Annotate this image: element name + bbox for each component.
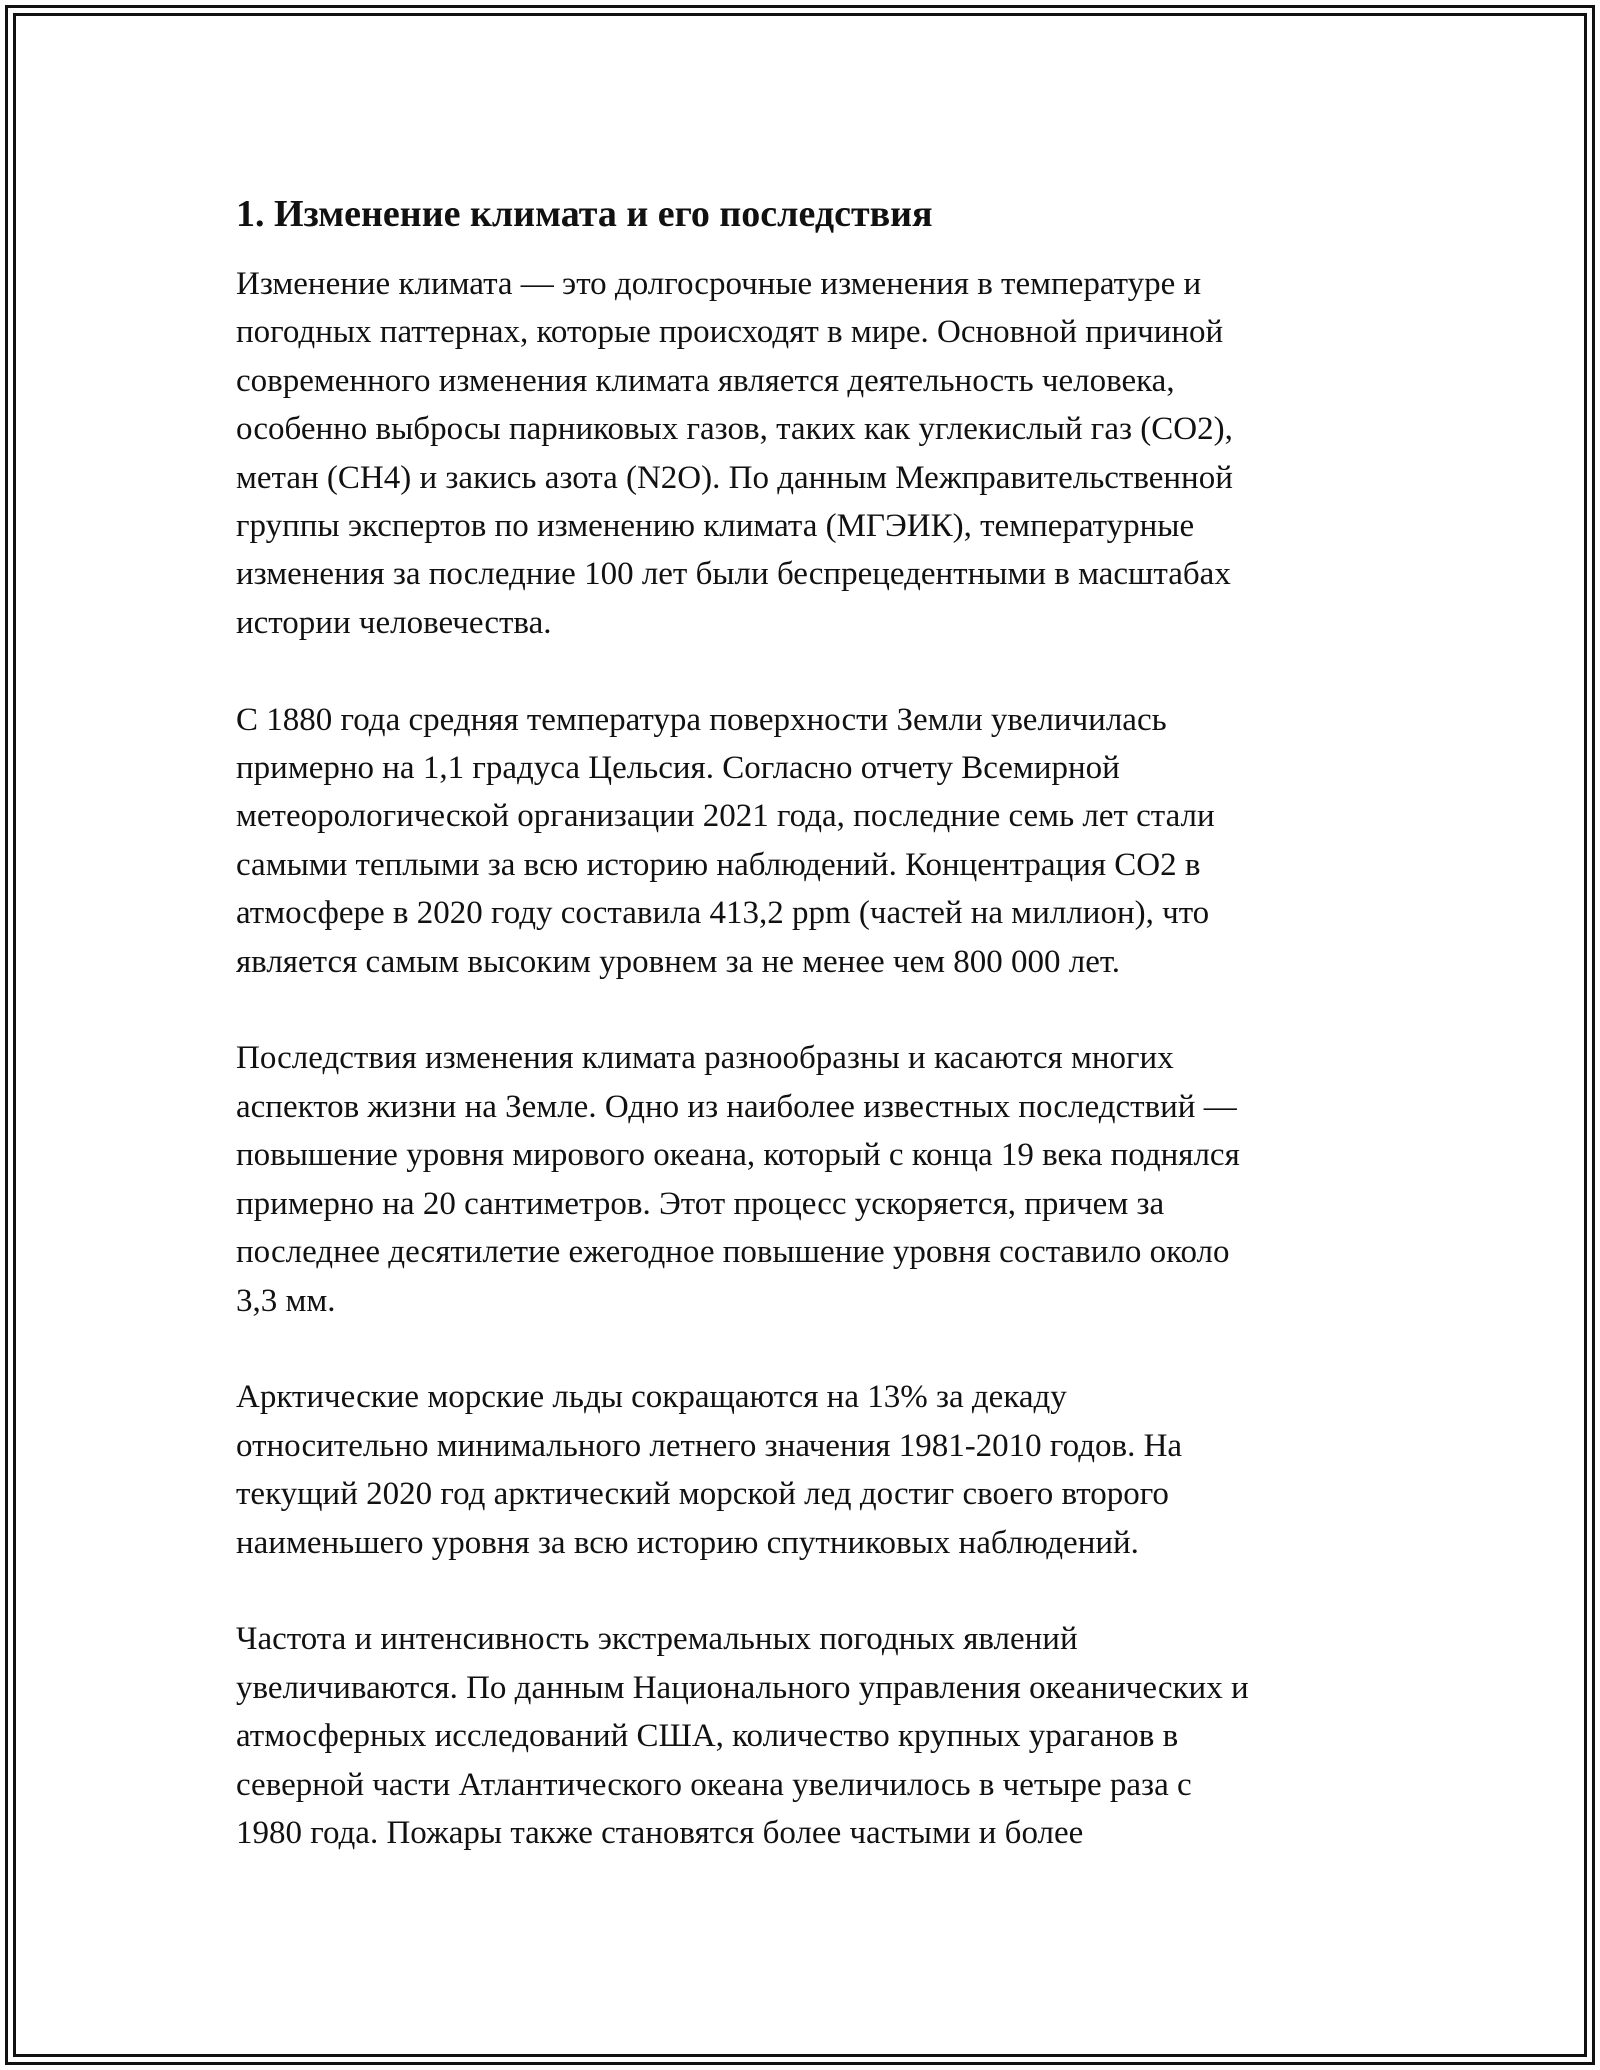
text-line: северной части Атлантического океана увеличилось в четыре раза с: [236, 1766, 1192, 1803]
paragraph-3: [236, 1034, 1376, 1324]
text-line: Последствия изменения климата разнообразны и касаются многих: [236, 1040, 1174, 1077]
paragraph-5: [236, 1615, 1376, 1857]
text-line: является самым высоким уровнем за не менее чем 800 000 лет.: [236, 943, 1121, 980]
text-line: наименьшего уровня за всю историю спутниковых наблюдений.: [236, 1524, 1139, 1561]
text-line: Изменение климата — это долгосрочные изменения в температуре и: [236, 266, 1202, 302]
text-line: самыми теплыми за всю историю наблюдений. Концентрация CO2 в: [236, 846, 1201, 883]
paragraph-list: [236, 260, 1376, 1857]
text-line: метан (CH4) и закись азота (N2O). По данным Межправительственной: [236, 459, 1233, 496]
text-line: последнее десятилетие ежегодное повышение уровня составило около: [236, 1234, 1230, 1271]
text-line: Арктические морские льды сокращаются на 13% за декаду: [236, 1379, 1067, 1416]
text-line: повышение уровня мирового океана, который с конца 19 века поднялся: [236, 1137, 1240, 1174]
text-line: истории человечества.: [236, 604, 552, 641]
text-line: текущий 2020 год арктический морской лед достиг своего второго: [236, 1476, 1169, 1513]
text-line: аспектов жизни на Земле. Одно из наиболее известных последствий —: [236, 1088, 1237, 1125]
text-line: атмосферных исследований США, количество крупных ураганов в: [236, 1718, 1179, 1755]
text-line: особенно выбросы парниковых газов, таких как углекислый газ (CO2),: [236, 411, 1233, 448]
paragraph-1: [236, 260, 1376, 647]
text-line: погодных паттернах, которые происходят в мире. Основной причиной: [236, 314, 1224, 351]
text-line: атмосфере в 2020 году составила 413,2 ppm (частей на миллион), что: [236, 895, 1210, 932]
document-body: [236, 188, 1376, 1857]
text-line: Частота и интенсивность экстремальных погодных явлений: [236, 1621, 1078, 1658]
text-line: метеорологической организации 2021 года, последние семь лет стали: [236, 798, 1215, 835]
text-line: примерно на 1,1 градуса Цельсия. Согласно отчету Всемирной: [236, 750, 1120, 787]
text-line: 1980 года. Пожары также становятся более частыми и более: [236, 1814, 1084, 1851]
text-line: 3,3 мм.: [236, 1282, 336, 1319]
text-line: увеличиваются. По данным Национального управления океанических и: [236, 1669, 1249, 1706]
text-line: современного изменения климата является деятельность человека,: [236, 362, 1175, 399]
text-line: примерно на 20 сантиметров. Этот процесс ускоряется, причем за: [236, 1185, 1165, 1222]
text-line: относительно минимального летнего значения 1981-2010 годов. На: [236, 1427, 1183, 1464]
paragraph-4: [236, 1373, 1376, 1567]
text-line: группы экспертов по изменению климата (МГЭИК), температурные: [236, 508, 1195, 545]
section-heading: 1. Изменение климата и его последствия: [236, 193, 933, 235]
text-line: изменения за последние 100 лет были беспрецедентными в масштабах: [236, 556, 1231, 593]
text-line: С 1880 года средняя температура поверхности Земли увеличилась: [236, 701, 1167, 738]
paragraph-2: [236, 696, 1376, 986]
